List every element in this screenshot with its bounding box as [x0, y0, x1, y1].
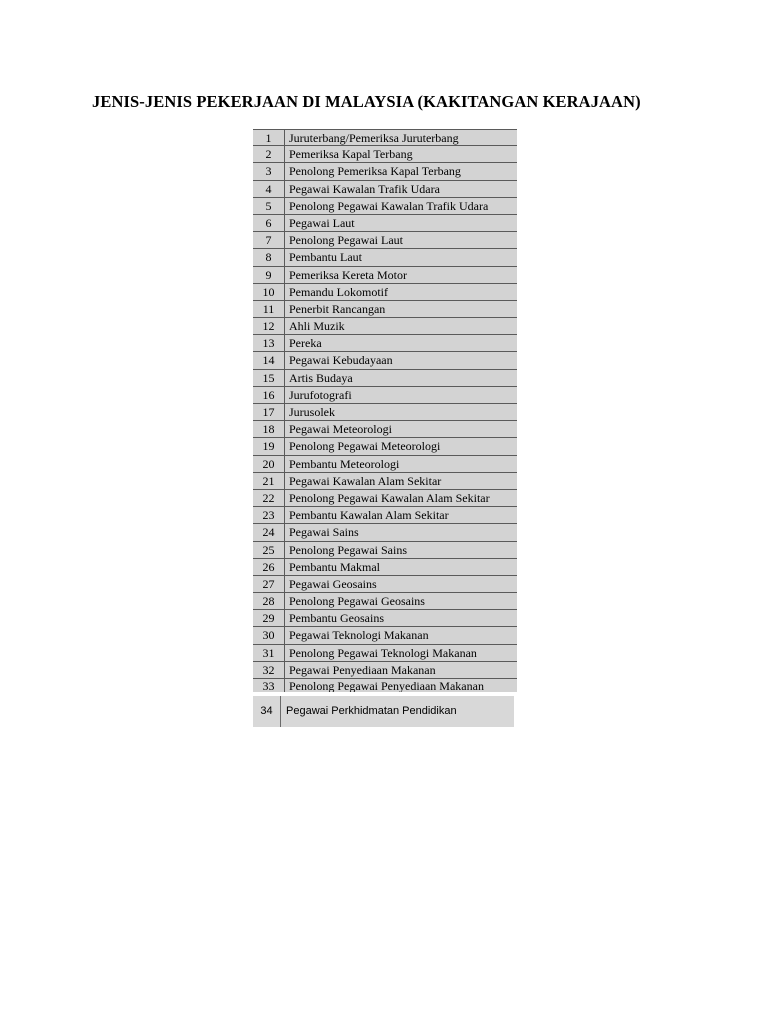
job-name: Pemeriksa Kereta Motor	[289, 267, 407, 282]
row-number: 32	[253, 662, 285, 678]
row-number: 23	[253, 507, 285, 523]
job-name: Pegawai Perkhidmatan Pendidikan	[286, 705, 457, 717]
row-number: 19	[253, 438, 285, 454]
table-row	[253, 507, 517, 524]
job-name: Penerbit Rancangan	[289, 301, 386, 316]
job-name: Pemandu Lokomotif	[289, 284, 388, 299]
table-row	[253, 490, 517, 507]
job-name: Penolong Pegawai Sains	[289, 542, 407, 557]
job-name: Pegawai Penyediaan Makanan	[289, 662, 436, 677]
row-number: 13	[253, 335, 285, 351]
row-number: 17	[253, 404, 285, 420]
table-row	[253, 284, 517, 301]
row-number: 10	[253, 284, 285, 300]
job-name: Artis Budaya	[289, 370, 353, 385]
table-row	[253, 438, 517, 455]
row-number: 4	[253, 181, 285, 197]
row-number: 20	[253, 456, 285, 472]
table-row	[253, 576, 517, 593]
job-name: Pembantu Geosains	[289, 611, 384, 626]
table-row	[253, 335, 517, 352]
row-number: 24	[253, 524, 285, 540]
row-number: 29	[253, 610, 285, 626]
table-row	[253, 232, 517, 249]
row-number: 28	[253, 593, 285, 609]
table-row	[253, 524, 517, 541]
row-number: 3	[253, 163, 285, 179]
job-name: Penolong Pegawai Teknologi Makanan	[289, 645, 477, 660]
table-row	[253, 610, 517, 627]
table-row	[253, 181, 517, 198]
job-name: Pegawai Geosains	[289, 576, 377, 591]
row-number: 9	[253, 267, 285, 283]
row-number: 31	[253, 645, 285, 661]
row-number: 26	[253, 559, 285, 575]
row-number: 12	[253, 318, 285, 334]
job-name: Penolong Pegawai Penyediaan Makanan	[289, 679, 484, 692]
row-number: 11	[253, 301, 285, 317]
job-name: Juruterbang/Pemeriksa Juruterbang	[289, 131, 459, 145]
job-name: Penolong Pegawai Geosains	[289, 594, 425, 609]
table-row	[253, 542, 517, 559]
job-name: Pereka	[289, 336, 322, 351]
job-name: Pegawai Kawalan Trafik Udara	[289, 181, 440, 196]
job-name: Pembantu Laut	[289, 250, 362, 265]
table-row	[253, 370, 517, 387]
job-name: Pegawai Kebudayaan	[289, 353, 393, 368]
table-row	[253, 421, 517, 438]
table-row	[253, 679, 517, 692]
job-name: Ahli Muzik	[289, 319, 345, 334]
table-row-extra	[253, 696, 514, 727]
table-row	[253, 645, 517, 662]
row-number: 33	[253, 679, 285, 692]
table-row	[253, 456, 517, 473]
table-row	[253, 352, 517, 369]
job-name: Penolong Pegawai Meteorologi	[289, 439, 441, 454]
table-row	[253, 267, 517, 284]
job-name: Pegawai Kawalan Alam Sekitar	[289, 473, 442, 488]
row-number: 14	[253, 352, 285, 368]
table-row	[253, 215, 517, 232]
table-row	[253, 559, 517, 576]
job-name: Pembantu Kawalan Alam Sekitar	[289, 508, 449, 523]
table-row	[253, 301, 517, 318]
row-number: 22	[253, 490, 285, 506]
table-row	[253, 593, 517, 610]
row-number: 16	[253, 387, 285, 403]
job-name: Jurufotografi	[289, 387, 352, 402]
job-name: Pegawai Sains	[289, 525, 359, 540]
job-table	[253, 129, 517, 692]
row-number: 5	[253, 198, 285, 214]
table-row	[253, 473, 517, 490]
row-number: 25	[253, 542, 285, 558]
table-row	[253, 387, 517, 404]
job-name: Pegawai Laut	[289, 215, 355, 230]
table-row	[253, 249, 517, 266]
row-number: 21	[253, 473, 285, 489]
job-name: Penolong Pegawai Laut	[289, 233, 403, 248]
row-number: 15	[253, 370, 285, 386]
row-number: 1	[253, 130, 285, 145]
row-number: 7	[253, 232, 285, 248]
table-row	[253, 404, 517, 421]
job-name: Penolong Pemeriksa Kapal Terbang	[289, 164, 461, 179]
row-number: 2	[253, 146, 285, 162]
job-name: Jurusolek	[289, 405, 335, 419]
table-row	[253, 318, 517, 335]
row-number: 8	[253, 249, 285, 265]
row-number: 18	[253, 421, 285, 437]
row-number: 27	[253, 576, 285, 592]
job-name: Pegawai Meteorologi	[289, 422, 392, 437]
table-row	[253, 662, 517, 679]
table-row	[253, 627, 517, 644]
job-name: Pembantu Makmal	[289, 559, 380, 574]
job-name: Penolong Pegawai Kawalan Trafik Udara	[289, 198, 489, 213]
row-number: 34	[253, 696, 281, 727]
table-row	[253, 163, 517, 180]
page-title: JENIS-JENIS PEKERJAAN DI MALAYSIA (KAKITANGAN KERAJAAN)	[92, 92, 641, 111]
job-name: Pegawai Teknologi Makanan	[289, 628, 429, 643]
job-name: Pemeriksa Kapal Terbang	[289, 147, 413, 162]
job-name: Penolong Pegawai Kawalan Alam Sekitar	[289, 490, 490, 505]
row-number: 30	[253, 627, 285, 643]
table-row	[253, 129, 517, 146]
table-row	[253, 146, 517, 163]
job-name: Pembantu Meteorologi	[289, 456, 400, 471]
table-row	[253, 198, 517, 215]
row-number: 6	[253, 215, 285, 231]
